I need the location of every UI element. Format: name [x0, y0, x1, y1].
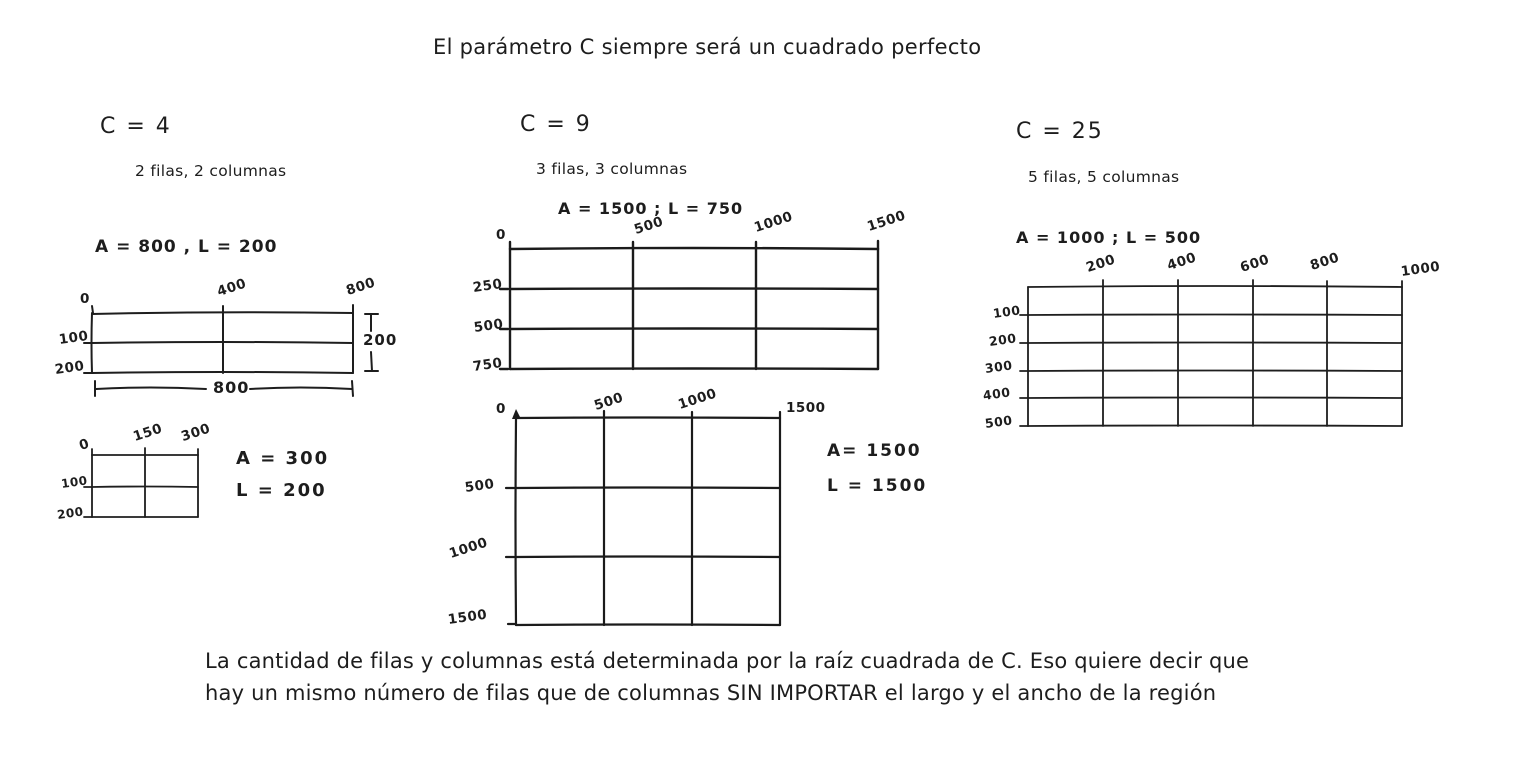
y-axis-tick-label: 250	[471, 276, 504, 296]
x-axis-tick-label: 400	[1165, 249, 1199, 274]
c9-grid2-length-label: L = 1500	[827, 476, 928, 496]
section-c4-subheading: 2 filas, 2 columnas	[135, 162, 287, 180]
x-axis-tick-label: 800	[1308, 249, 1342, 274]
width-dimension-label: 800	[213, 378, 250, 397]
y-axis-tick-label: 200	[53, 358, 86, 378]
y-axis-tick-label: 500	[472, 316, 505, 336]
c4-grid2-area-label: A = 300	[236, 448, 330, 469]
x-axis-tick-label: 500	[592, 389, 626, 414]
x-axis-tick-label: 0	[496, 401, 506, 417]
x-axis-tick-label: 600	[1238, 251, 1272, 276]
y-axis-tick-label: 500	[463, 476, 496, 496]
section-c9-subheading: 3 filas, 3 columnas	[536, 160, 688, 178]
x-axis-tick-label: 1500	[865, 207, 908, 235]
x-axis-tick-label: 0	[496, 227, 506, 243]
y-axis-tick-label: 750	[471, 355, 504, 375]
x-axis-tick-label: 400	[215, 275, 249, 300]
x-axis-tick-label: 0	[80, 291, 90, 307]
x-axis-tick-label: 1000	[752, 208, 795, 236]
y-axis-tick-label: 200	[56, 504, 85, 522]
c4-grid2-length-label: L = 200	[236, 480, 327, 501]
y-axis-tick-label: 100	[60, 473, 89, 491]
x-axis-tick-label: 0	[77, 435, 92, 454]
y-axis-tick-label: 400	[981, 384, 1012, 403]
c9-grid1-params: A = 1500 ; L = 750	[558, 199, 744, 218]
c4-grid-small	[84, 448, 198, 517]
page-title: El parámetro C siempre será un cuadrado perfecto	[433, 35, 982, 59]
height-dimension-label: 200	[363, 331, 398, 349]
x-axis-tick-label: 1000	[676, 385, 719, 413]
y-axis-tick-label: 100	[57, 328, 90, 348]
y-axis-tick-label: 100	[991, 302, 1022, 321]
y-axis-tick-label: 500	[983, 412, 1014, 431]
c25-grid	[1020, 280, 1402, 426]
x-axis-tick-label: 150	[131, 420, 165, 445]
footer-note	[205, 645, 1249, 709]
c25-grid1-params: A = 1000 ; L = 500	[1016, 228, 1202, 247]
section-c25-subheading: 5 filas, 5 columnas	[1028, 168, 1180, 186]
y-axis-tick-label: 300	[983, 357, 1014, 376]
x-axis-tick-label: 800	[344, 274, 378, 299]
y-axis-tick-label: 1500	[446, 606, 489, 628]
x-axis-tick-label: 300	[179, 420, 213, 445]
section-c4-heading: C = 4	[100, 114, 172, 139]
section-c9-heading: C = 9	[520, 112, 592, 137]
x-axis-tick-label: 500	[632, 213, 666, 238]
section-c25-heading: C = 25	[1016, 119, 1104, 144]
c9-grid2-area-label: A= 1500	[827, 441, 922, 461]
x-axis-tick-label: 1500	[786, 400, 826, 416]
c9-grid-bottom	[506, 409, 780, 625]
c4-grid1-params: A = 800 , L = 200	[95, 237, 278, 257]
y-axis-tick-label: 1000	[447, 534, 490, 562]
y-axis-tick-label: 200	[987, 330, 1018, 349]
x-axis-tick-label: 1000	[1399, 258, 1442, 280]
footer-note-line1: La cantidad de filas y columnas está determinada por la raíz cuadrada de C. Eso quiere decir que	[205, 649, 1250, 673]
footer-note-line2: hay un mismo número de filas que de columnas SIN IMPORTAR el largo y el ancho de la región	[205, 681, 1217, 705]
x-axis-tick-label: 200	[1084, 251, 1118, 276]
c9-grid-top	[500, 241, 878, 369]
